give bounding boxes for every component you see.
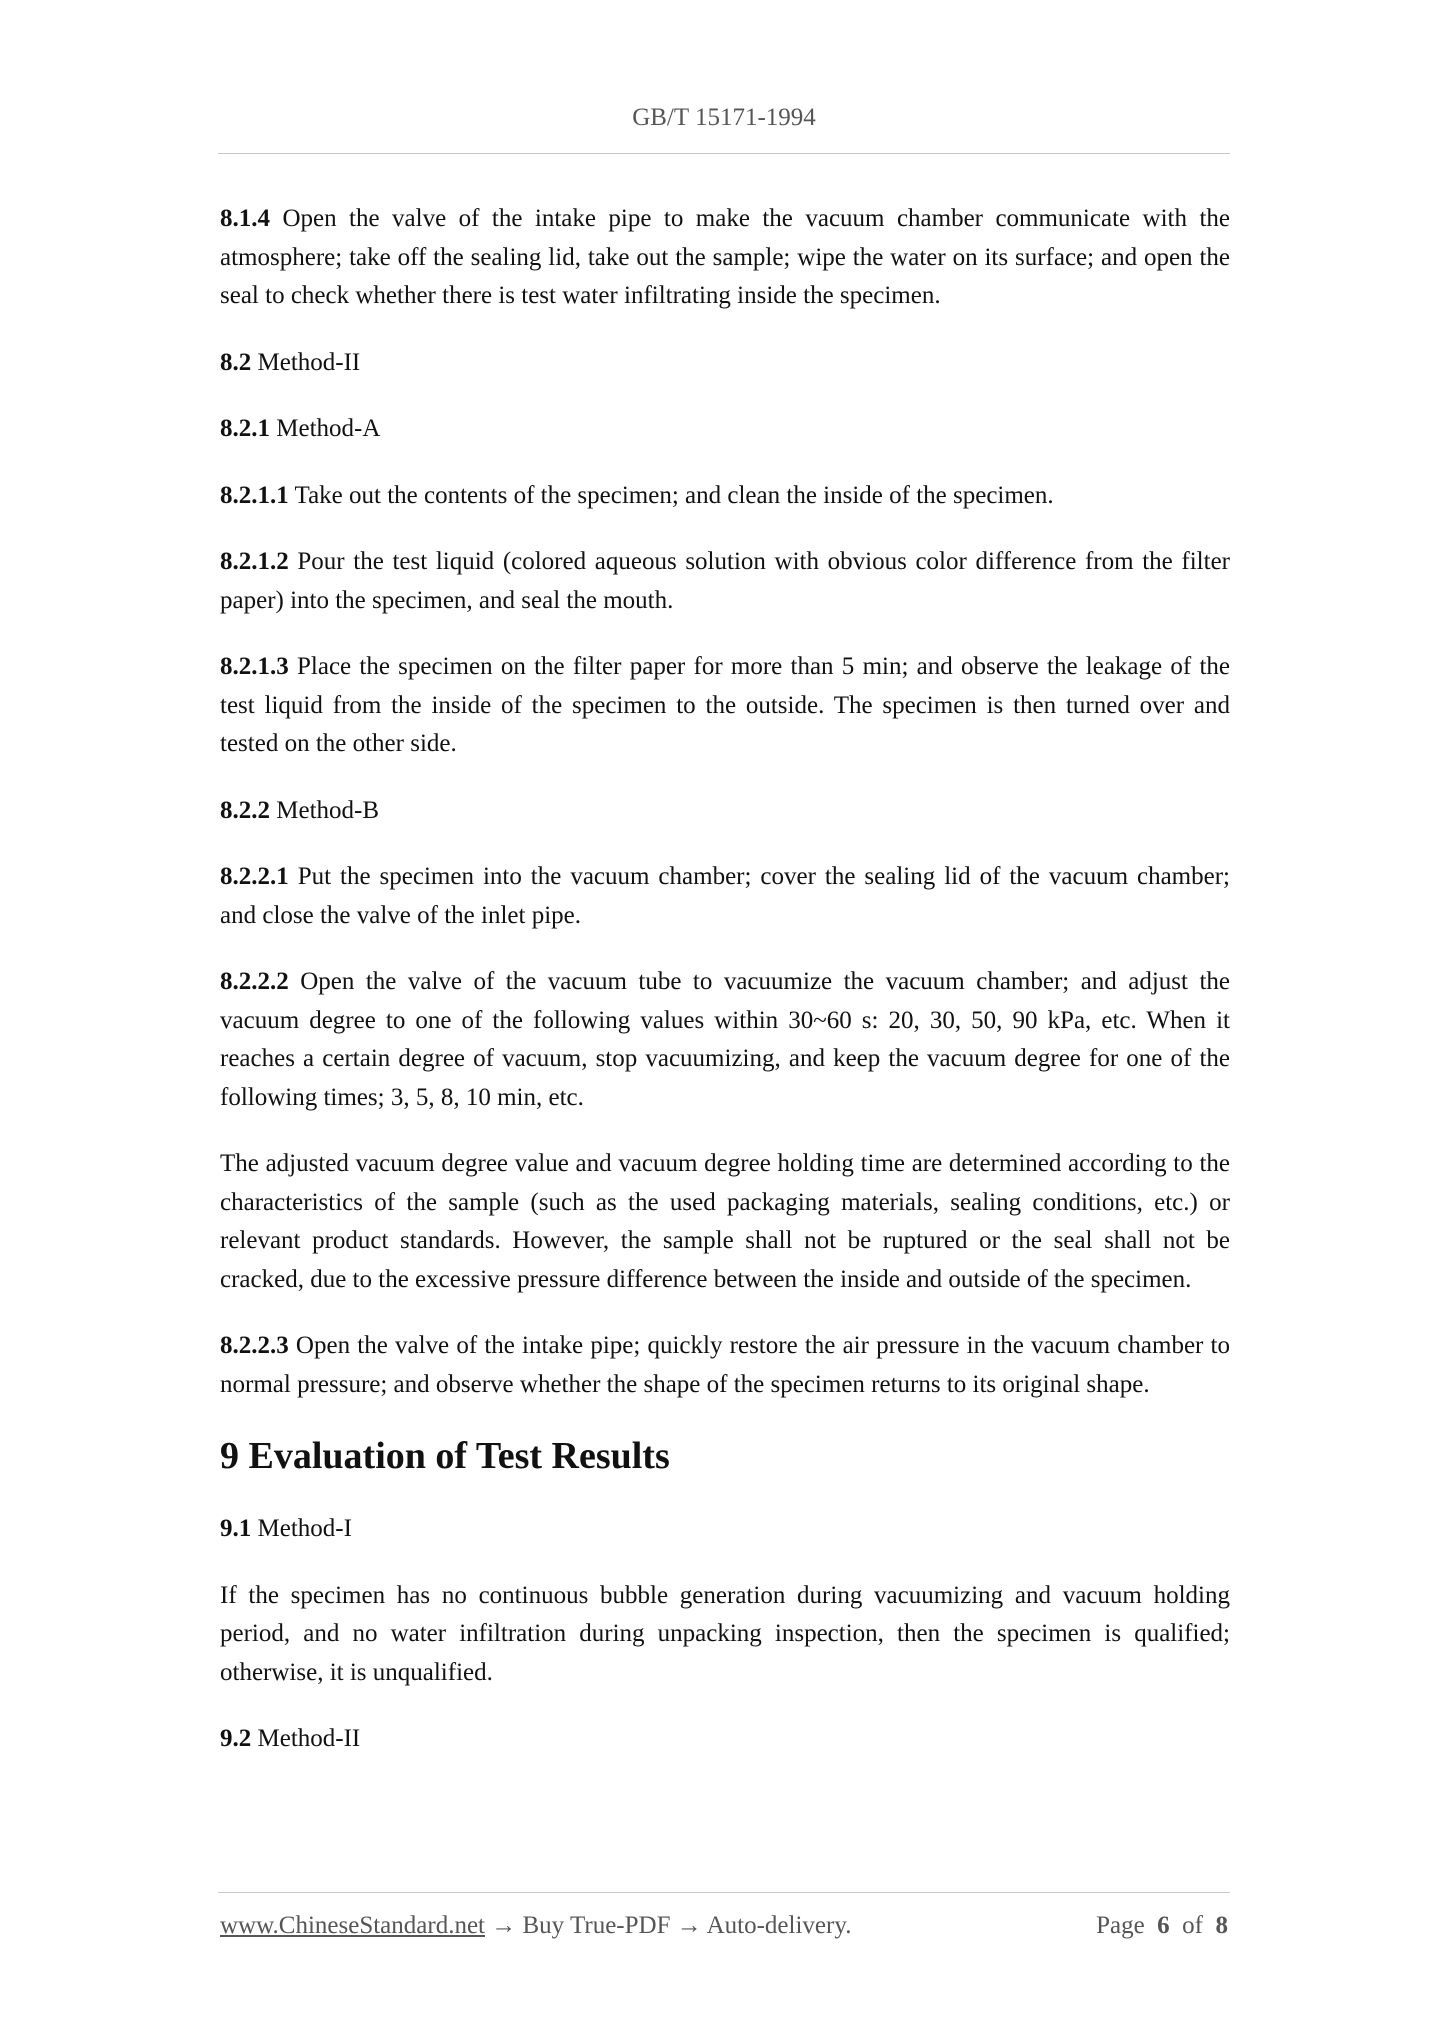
paragraph-9-1 [220,1510,1230,1549]
paragraph-8-2-1-1 [220,477,1230,516]
clause-number: 8.2.2.2 [220,968,289,995]
paragraph-8-2-2-1 [220,858,1230,935]
clause-text: Place the specimen on the filter paper for more than 5 min; and observe the leakage of the test liquid from the inside of the specimen to the outside. The specimen is then turned over and tested on the other side. [220,653,1230,757]
clause-number: 8.2.1 [220,415,270,442]
footer-promo-text: → Buy True-PDF → Auto-delivery. [485,1912,852,1939]
paragraph-8-2-1-3 [220,648,1230,764]
clause-text: Take out the contents of the specimen; and clean the inside of the specimen. [288,481,1054,509]
clause-number: 8.2.1.3 [220,653,289,680]
paragraph-qualification-rule [220,1577,1230,1693]
clause-number: 8.2.1.2 [220,548,289,575]
footer-divider [218,1892,1230,1893]
clause-number: 9.2 [220,1725,252,1752]
clause-number: 8.2.2 [220,796,270,824]
clause-text: Method-B [270,796,380,824]
clause-number: 8.1.4 [220,205,270,232]
page-footer [220,1912,1228,1940]
clause-text: Method-A [270,415,381,442]
clause-number: 8.2.2.3 [220,1332,289,1359]
paragraph-9-2 [220,1720,1230,1759]
paragraph-8-1-4 [220,200,1230,316]
clause-text: Pour the test liquid (colored aqueous solution with obvious color difference from the filter paper) into the specimen, and seal the mouth. [220,548,1230,614]
page-header: GB/T 15171-1994 [632,104,816,131]
paragraph-8-2-1 [220,410,1230,449]
clause-text: Open the valve of the intake pipe; quickly restore the air pressure in the vacuum chamber to normal pressure; and observe whether the shape of the specimen returns to its original shape. [220,1332,1230,1398]
page-label: Page [1096,1912,1145,1939]
clause-number: 8.2.1.1 [220,481,289,509]
paragraph-8-2 [220,344,1230,383]
paragraph-8-2-2-3 [220,1327,1230,1404]
paragraph-8-2-2 [220,792,1230,831]
clause-text: Method-I [251,1515,352,1542]
page-current: 6 [1157,1912,1170,1939]
clause-text: Put the specimen into the vacuum chamber; cover the sealing lid of the vacuum chamber; and close the valve of the inlet pipe. [220,863,1230,929]
section-heading: 9 Evaluation of Test Results [220,1435,670,1477]
clause-text: Open the valve of the intake pipe to make the vacuum chamber communicate with the atmosphere; take off the sealing lid, take out the sample; wipe the water on its surface; and open the seal to check whether there is test water infiltrating inside the specimen. [220,205,1230,309]
clause-text: Method-II [251,1725,361,1752]
clause-text: Open the valve of the vacuum tube to vacuumize the vacuum chamber; and adjust the vacuum degree to one of the following values within 30~60 s: 20, 30, 50, 90 kPa, etc. When it reaches a certain degree of vacuum, stop vacuumizing, and keep the vacuum degree for one of the following times; 3, 5, 8, 10 min, etc. [220,968,1230,1111]
paragraph-8-2-2-2 [220,963,1230,1117]
clause-number: 9.1 [220,1515,252,1542]
page-number [1096,1912,1228,1940]
page-of-label: of [1182,1912,1203,1939]
paragraph-text: The adjusted vacuum degree value and vacuum degree holding time are determined according to the characteristics of the sample (such as the used packaging materials, sealing conditions, etc.) or relevant product standards. However, the sample shall not be ruptured or the seal shall not be cracked, due to the excessive pressure difference between the inside and outside of the specimen. [220,1150,1230,1293]
paragraph-text: If the specimen has no continuous bubble generation during vacuumizing and vacuum holding period, and no water infiltration during unpacking inspection, then the specimen is qualified; otherwise, it is unqualified. [220,1581,1230,1686]
header-divider [218,153,1230,154]
document-body [220,200,1230,1787]
website-link[interactable]: www.ChineseStandard.net [220,1912,485,1939]
footer-left [220,1912,851,1940]
page-total: 8 [1215,1912,1228,1939]
clause-text: Method-II [251,348,361,376]
clause-number: 8.2 [220,348,252,376]
clause-number: 8.2.2.1 [220,863,289,890]
paragraph-8-2-1-2 [220,543,1230,620]
paragraph-adjustment-note [220,1145,1230,1299]
